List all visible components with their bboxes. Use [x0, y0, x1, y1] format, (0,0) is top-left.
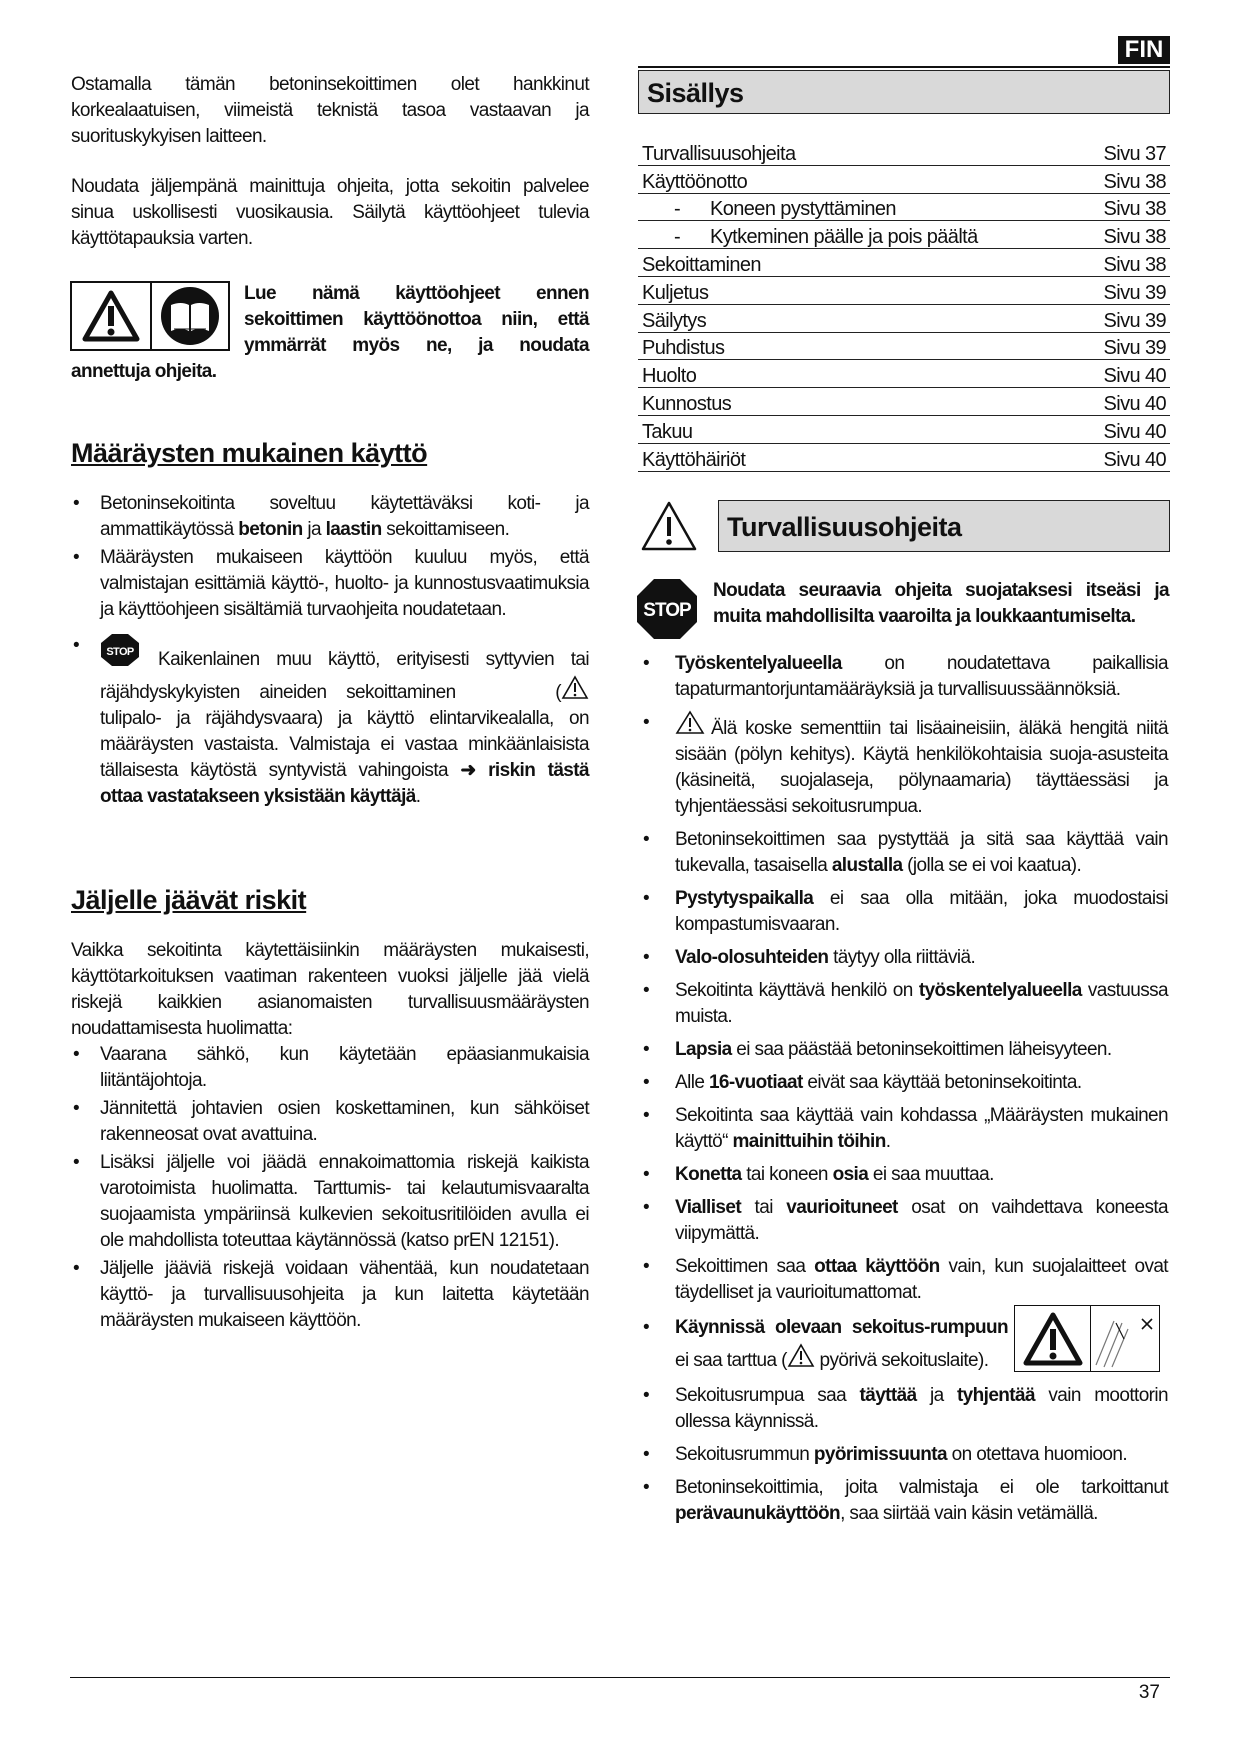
manual-book-icon: [152, 283, 228, 349]
toc-page: Sivu 40: [1082, 360, 1170, 388]
warning-triangle-icon: [675, 710, 705, 735]
warning-triangle-icon: [72, 283, 152, 349]
toc-page: Sivu 37: [1082, 138, 1170, 165]
list-item: • Sekoitusrummun pyörimissuunta on otettava huomioon.: [638, 1442, 1168, 1468]
read-note-line-1: Lue nämä käyttöohjeet ennen: [244, 283, 589, 304]
language-badge: FIN: [1118, 36, 1170, 64]
list-item: • Valo-olosuhteiden täytyy olla riittäviä.: [638, 945, 1168, 971]
section-title-residual-risks: Jäljelle jäävät riskit: [71, 885, 307, 915]
toc-label: Puhdistus: [638, 332, 1082, 360]
list-item: • Pystytyspaikalla ei saa olla mitään, joka muodostaisi kompastumisvaaran.: [638, 886, 1168, 938]
footer-rule: [70, 1677, 1170, 1678]
toc-label: Käyttöönotto: [638, 165, 1082, 193]
section-title-intended-use: Määräysten mukainen käyttö: [71, 438, 428, 468]
list-item: • Jäljelle jääviä riskejä voidaan vähentää, kun noudatetaan käyttö- ja turvallisuusohjeita ja kun laitetta käytetään määräysten mukaiseen käyttöön.: [71, 1256, 589, 1334]
list-item: • Jännitettä johtavien osien koskettaminen, kun sähköiset rakenneosat ovat avattuina.: [71, 1096, 589, 1148]
toc-page: Sivu 38: [1082, 165, 1170, 193]
toc-title: Sisällys: [638, 70, 1170, 114]
left-column: [71, 72, 589, 252]
list-item: • Sekoitusrumpua saa täyttää ja tyhjentää vain moottorin ollessa käynnissä.: [638, 1383, 1168, 1435]
residual-risks-intro: Vaikka sekoitinta käytettäisiinkin määräysten mukaisesti, käyttötarkoituksen vaatiman rakenteen vuoksi jäljelle jää vielä riskejä kaikkien asianomaisten turvallisuusmääräysten noudattamisesta huolimatta:: [71, 940, 589, 1039]
toc-row: [638, 332, 1170, 360]
residual-risks: [71, 938, 589, 1336]
read-note-line-4: annettuja ohjeita.: [71, 361, 217, 382]
toc-row: [638, 249, 1170, 277]
toc-label: - Kytkeminen päälle ja pois päältä: [638, 221, 1082, 249]
rotating-drum-warning-icon: [1014, 1305, 1160, 1372]
list-item: • Konetta tai koneen osia ei saa muuttaa.: [638, 1162, 1168, 1188]
intro-paragraph-2: Noudata jäljempänä mainittuja ohjeita, jotta sekoitin palvelee sinua uskollisesti vuosikausia. Säilytä käyttöohjeet tulevia käyttötapauksia varten.: [71, 176, 589, 249]
read-note-line-2: sekoittimen käyttöönottoa niin, että: [244, 309, 589, 330]
toc-row: [638, 165, 1170, 193]
stop-sign-icon: [636, 578, 698, 645]
hand-caught-icon: [1091, 1306, 1159, 1371]
read-manual-icon-box: [70, 281, 230, 351]
toc-row: [638, 138, 1170, 165]
list-item: • Käynnissä olevaan sekoitus-rumpuun ei saa tarttua ( pyörivä sekoituslaite).: [638, 1313, 1168, 1376]
safety-title: Turvallisuusohjeita: [718, 500, 1170, 552]
list-item: • Alle 16-vuotiaat eivät saa käyttää betoninsekoitinta.: [638, 1070, 1168, 1096]
table-of-contents: [638, 138, 1170, 472]
warning-triangle-icon: [640, 500, 698, 557]
page-number: 37: [1138, 1682, 1160, 1703]
svg-text:STOP: • STOP: [106, 646, 134, 658]
toc-row: [638, 304, 1170, 332]
read-note: [244, 281, 589, 359]
toc-page: Sivu 38: [1082, 249, 1170, 277]
toc-label: Sekoittaminen: [638, 249, 1082, 277]
toc-row: [638, 193, 1170, 221]
safety-stop-note: Noudata seuraavia ohjeita suojataksesi itseäsi ja muita mahdollisilta vaaroilta ja loukkaantumiselta.: [713, 580, 1169, 627]
toc-label: Takuu: [638, 415, 1082, 443]
list-item: • Vialliset tai vaurioituneet osat on vaihdettava koneesta viipymättä.: [638, 1195, 1168, 1247]
list-item: • STOP Kaikenlainen muu käyttö, erityisesti syttyvien tai räjähdyskykyisten aineiden sekoittaminen ( tulipalo- ja räjähdysvaara) ja käyttö elintarvikealalla, on määräysten vastaista. Valmistaja ei vastaa minkäänlaisista tällaisesta käytöstä syntyvistä vahingoista ➜ riskin tästä ottaa vastatakseen yksistään käyttäjä.: [71, 633, 589, 810]
warning-triangle-icon: [787, 1343, 815, 1368]
toc-label: Säilytys: [638, 304, 1082, 332]
toc-row: [638, 360, 1170, 388]
list-item: • Vaarana sähkö, kun käytetään epäasianmukaisia liitäntäjohtoja.: [71, 1042, 589, 1094]
toc-page: Sivu 38: [1082, 221, 1170, 249]
toc-label: - Koneen pystyttäminen: [638, 193, 1082, 221]
intended-use-list: [71, 491, 589, 812]
list-item: • Sekoittimen saa ottaa käyttöön vain, kun suojalaitteet ovat täydelliset ja vaurioitumattomat.: [638, 1254, 1168, 1306]
toc-label: Kunnostus: [638, 388, 1082, 416]
toc-label: Huolto: [638, 360, 1082, 388]
list-item: • Määräysten mukaiseen käyttöön kuuluu myös, että valmistajan esittämiä käyttö-, huolto- ja kunnostusvaatimuksia ja käyttöohjeen sisältämiä turvaohjeita noudatetaan.: [71, 545, 589, 623]
toc-row: [638, 221, 1170, 249]
list-item: • Työskentelyalueella on noudatettava paikallisia tapaturmantorjuntamääräyksiä ja turvallisuussäännöksiä.: [638, 651, 1168, 703]
read-note-line-3: ymmärrät myös ne, ja noudata: [244, 335, 589, 356]
toc-page: Sivu 40: [1082, 388, 1170, 416]
toc-row: [638, 415, 1170, 443]
safety-rules-list: [638, 651, 1168, 1534]
svg-text:STOP: STOP: [643, 600, 691, 621]
header-rule: [638, 66, 1170, 68]
toc-page: Sivu 39: [1082, 276, 1170, 304]
list-item: • Älä koske sementtiin tai lisäaineisiin, äläkä hengitä niitä sisään (pölyn kehitys). Käytä henkilökohtaisia suoja-asusteita (käsineitä, suojalaseja, pölynaamaria) täyttäessäsi ja tyhjentäessäsi sekoitusrumpua.: [638, 710, 1168, 820]
toc-row: [638, 443, 1170, 471]
list-item: • Lapsia ei saa päästää betoninsekoittimen läheisyyteen.: [638, 1037, 1168, 1063]
list-item: • Betoninsekoitinta soveltuu käytettäväksi koti- ja ammattikäytössä betonin ja laastin sekoittamiseen.: [71, 491, 589, 543]
toc-label: Turvallisuusohjeita: [638, 138, 1082, 165]
list-item: • Betoninsekoittimen saa pystyttää ja sitä saa käyttää vain tukevalla, tasaisella alustalla (jolla se ei voi kaatua).: [638, 827, 1168, 879]
list-item: • Sekoitinta käyttävä henkilö on työskentelyalueella vastuussa muista.: [638, 978, 1168, 1030]
toc-label: Kuljetus: [638, 276, 1082, 304]
toc-row: [638, 276, 1170, 304]
toc-page: Sivu 40: [1082, 443, 1170, 471]
toc-page: Sivu 39: [1082, 332, 1170, 360]
toc-page: Sivu 40: [1082, 415, 1170, 443]
stop-sign-icon: [100, 633, 140, 675]
arrow-icon: ➜: [460, 760, 476, 781]
toc-page: Sivu 38: [1082, 193, 1170, 221]
list-item: • Lisäksi jäljelle voi jäädä ennakoimattomia riskejä kaikista varotoimista huolimatta. Tarttumis- tai kelautumisvaaralta suojaamista ympäriinsä kulkevien sekoitusritilöiden avulla ei ole mahdollista toteuttaa käytännössä (katso prEN 12151).: [71, 1150, 589, 1254]
toc-label: Käyttöhäiriöt: [638, 443, 1082, 471]
list-item: • Sekoitinta saa käyttää vain kohdassa „Määräysten mukainen käyttö“ mainittuihin töihin.: [638, 1103, 1168, 1155]
warning-triangle-icon: [1015, 1306, 1091, 1371]
warning-triangle-icon: [561, 675, 589, 700]
toc-row: [638, 388, 1170, 416]
list-item: • Betoninsekoittimia, joita valmistaja ei ole tarkoittanut perävaunukäyttöön, saa siirtää vain käsin vetämällä.: [638, 1475, 1168, 1527]
toc-page: Sivu 39: [1082, 304, 1170, 332]
intro-paragraph-1: Ostamalla tämän betoninsekoittimen olet hankkinut korkealaatuisen, viimeistä teknistä tasoa vastaavan ja suorituskykyisen laitteen.: [71, 74, 589, 147]
